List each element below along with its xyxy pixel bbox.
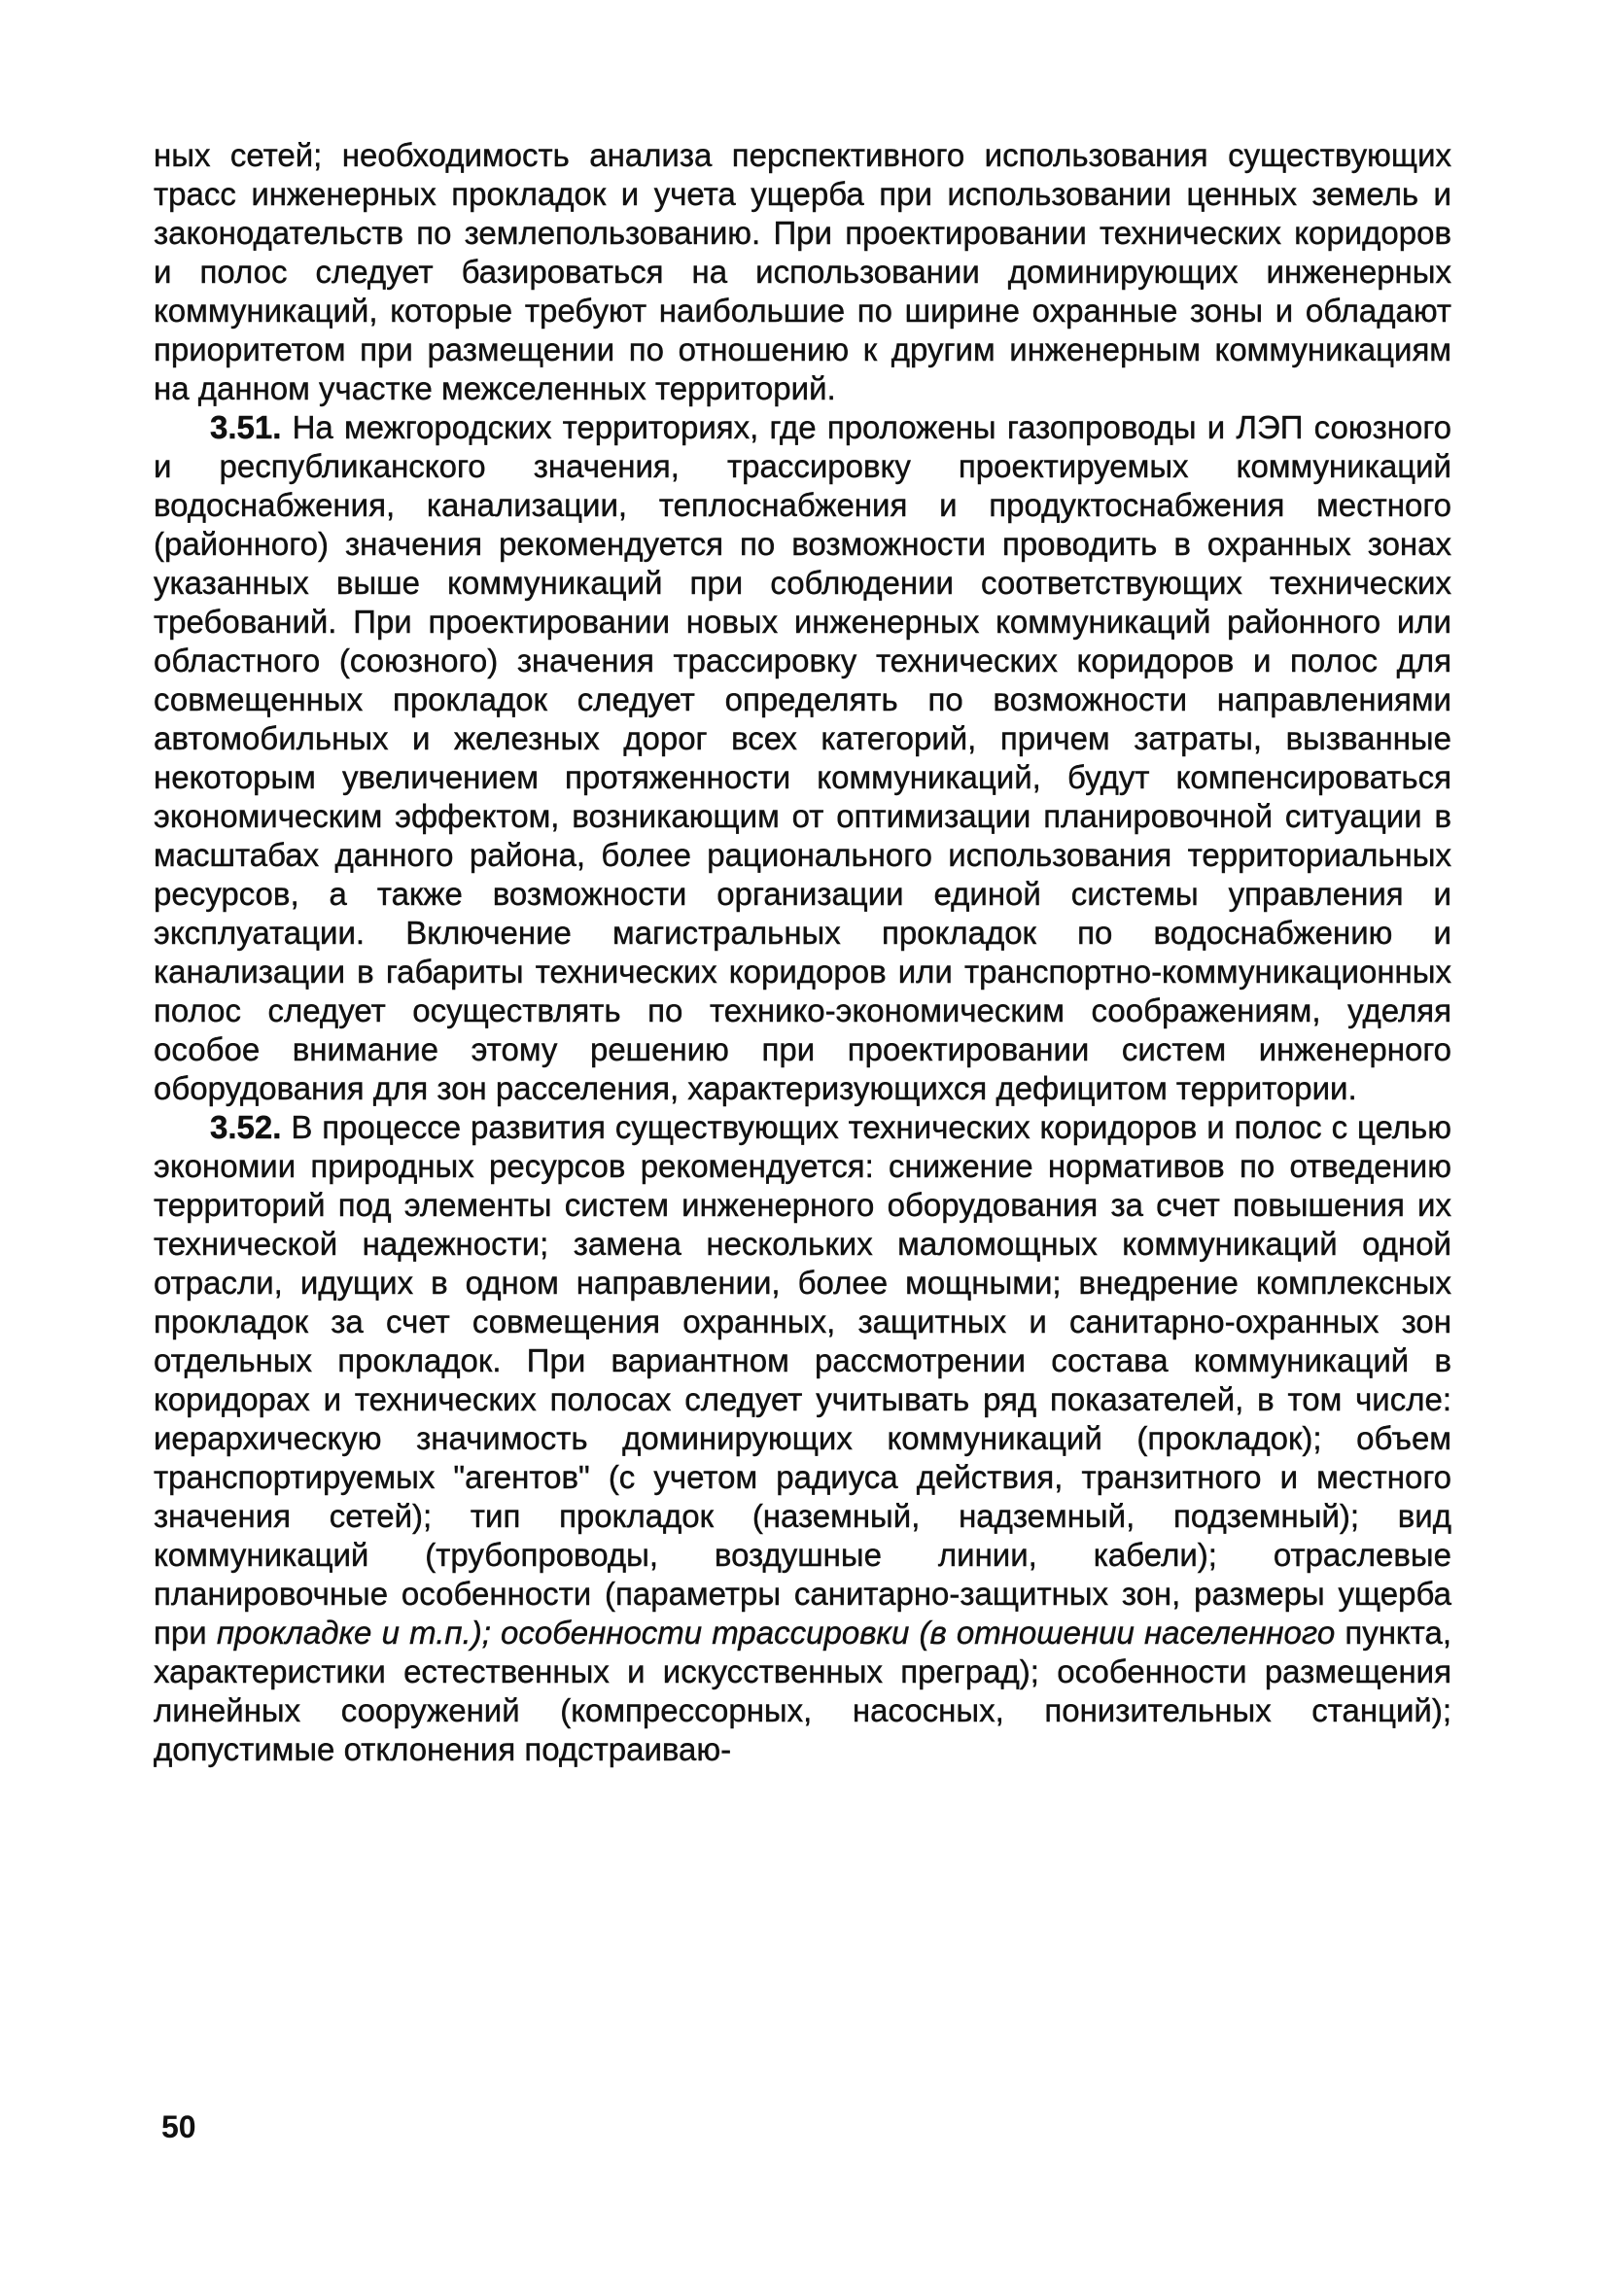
paragraph-3-52-italic-text: прокладке и т.п.); особенности трассировки (в отношении населенного [216, 1615, 1336, 1651]
paragraph-3-52 [154, 1108, 1451, 1769]
paragraph-number-3-52: 3.52. [210, 1109, 282, 1145]
page-number: 50 [161, 2109, 196, 2144]
paragraph-continuation-text: ных сетей; необходимость анализа перспективного использования существующих трасс инженерных прокладок и учета ущерба при использовании ценных земель и законодательств по землепользованию. При проектировании технических коридоров и полос следует базироваться на использовании доминирующих инженерных коммуникаций, которые требуют наибольшие по ширине охранные зоны и обладают приоритетом при размещении по отношению к другим инженерным коммуникациям на данном участке межселенных территорий. [154, 137, 1451, 406]
paragraph-3-52-tail-text: пункта, характеристики естественных и искусственных преград); особенности размещения линейных сооружений (компрессорных, насосных, понизительных станций); допустимые отклонения подстраиваю- [154, 1615, 1451, 1767]
paragraph-3-51-text: На межгородских территориях, где проложены газопроводы и ЛЭП союзного и республиканского значения, трассировку проектируемых коммуникаций водоснабжения, канализации, теплоснабжения и продуктоснабжения местного (районного) значения рекомендуется по возможности проводить в охранных зонах указанных выше коммуникаций при соблюдении соответствующих технических требований. При проектировании новых инженерных коммуникаций районного или областного (союзного) значения трассировку технических коридоров и полос для совмещенных прокладок следует определять по возможности направлениями автомобильных и железных дорог всех категорий, причем затраты, вызванные некоторым увеличением протяженности коммуникаций, будут компенсироваться экономическим эффектом, возникающим от оптимизации планировочной ситуации в масштабах данного района, более рационального использования территориальных ресурсов, а также возможности организации единой системы управления и эксплуатации. Включение магистральных прокладок по водоснабжению и канализации в габариты технических коридоров или транспортно-коммуникационных полос следует осуществлять по технико-экономическим соображениям, уделяя особое внимание этому решению при проектировании систем инженерного оборудования для зон расселения, характеризующихся дефицитом территории. [154, 409, 1451, 1106]
paragraph-3-51 [154, 408, 1451, 1108]
paragraph-continuation [154, 136, 1451, 408]
page-body [154, 136, 1451, 1769]
paragraph-3-52-text: В процессе развития существующих технических коридоров и полос с целью экономии природных ресурсов рекомендуется: снижение нормативов по отведению территорий под элементы систем инженерного оборудования за счет повышения их технической надежности; замена нескольких маломощных коммуникаций одной отрасли, идущих в одном направлении, более мощными; внедрение комплексных прокладок за счет совмещения охранных, защитных и санитарно-охранных зон отдельных прокладок. При вариантном рассмотрении состава коммуникаций в коридорах и технических полосах следует учитывать ряд показателей, в том числе: иерархическую значимость доминирующих коммуникаций (прокладок); объем транспортируемых "агентов" (с учетом радиуса действия, транзитного и местного значения сетей); тип прокладок (наземный, надземный, подземный); вид коммуникаций (трубопроводы, воздушные линии, кабели); отраслевые планировочные особенности (параметры санитарно-защитных зон, размеры ущерба при [154, 1109, 1451, 1651]
paragraph-number-3-51: 3.51. [210, 409, 282, 445]
